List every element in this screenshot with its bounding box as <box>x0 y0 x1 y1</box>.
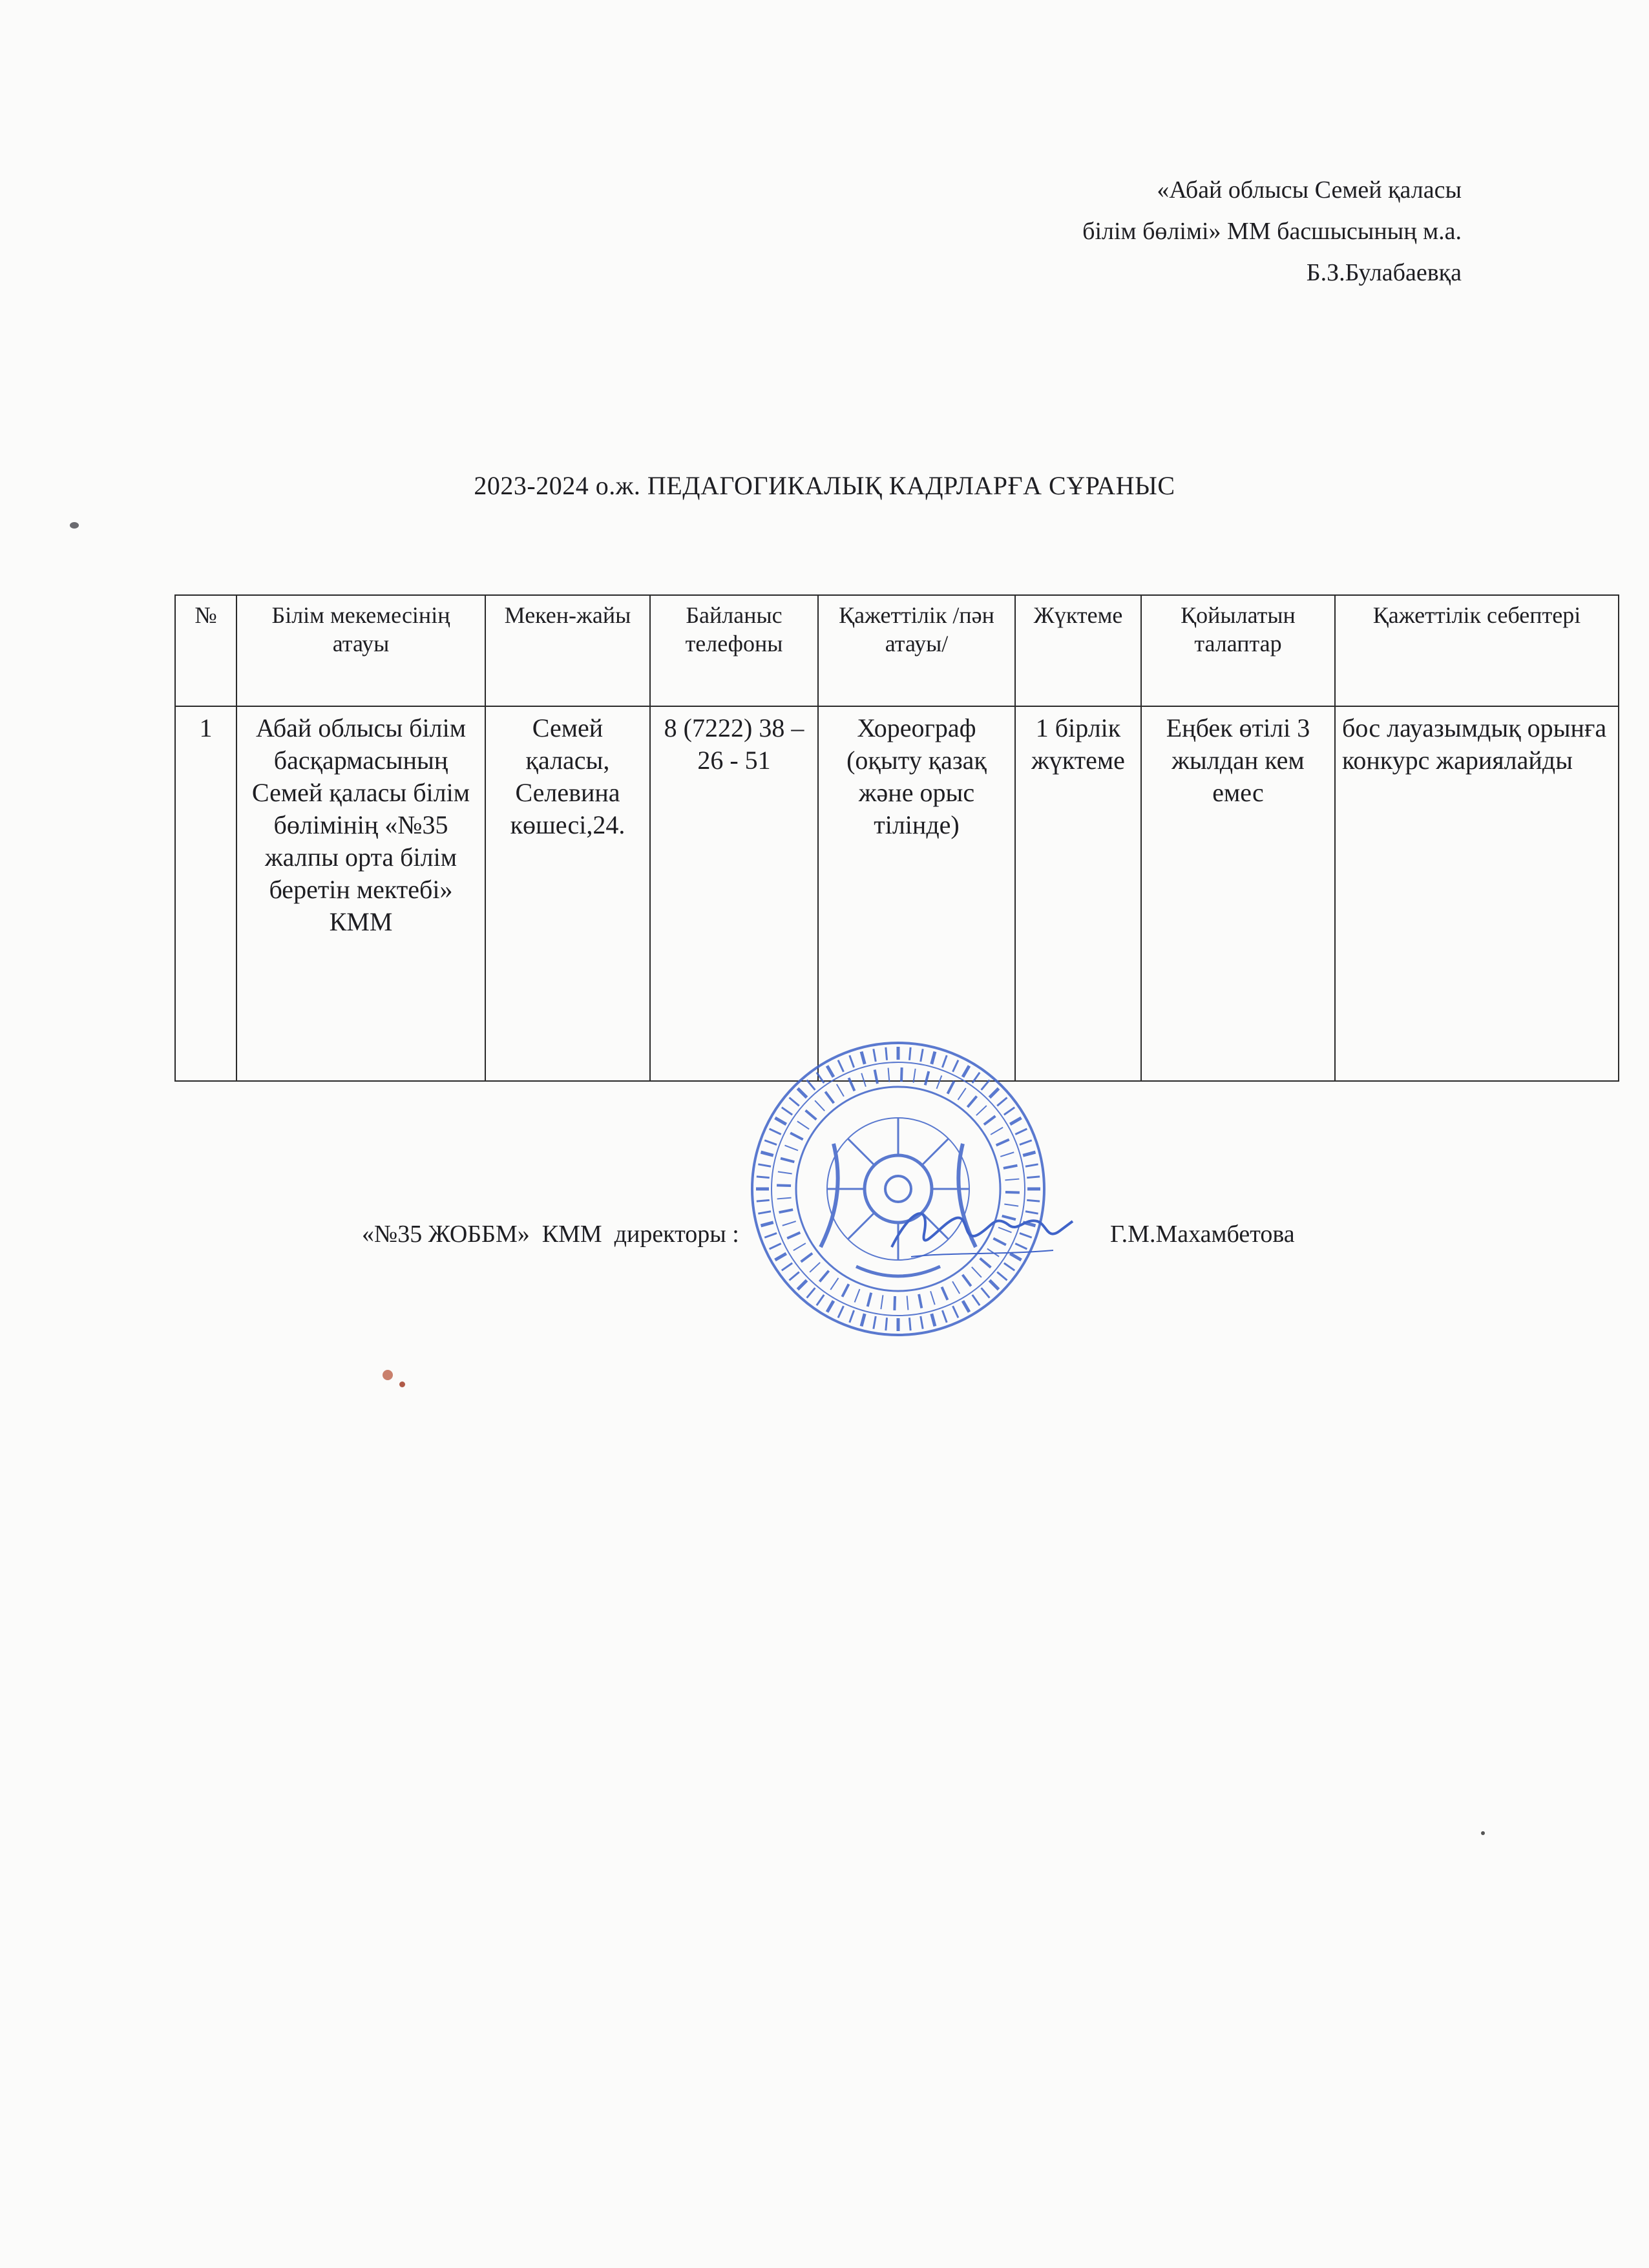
header-phone: Байланыс телефоны <box>650 595 818 706</box>
stamp-letter-mark <box>837 1084 844 1097</box>
stamp-letter-mark <box>953 1306 958 1318</box>
stamp-letter-mark <box>757 1200 770 1201</box>
stamp-letter-mark <box>932 1314 935 1326</box>
document-title: 2023-2024 о.ж. ПЕДАГОГИКАЛЫҚ КАДРЛАРҒА СҰРАНЫС <box>474 471 1175 500</box>
stamp-letter-mark <box>888 1068 890 1082</box>
stamp-letter-mark <box>817 1073 824 1083</box>
stamp-letter-mark <box>757 1177 770 1178</box>
stamp-letter-mark <box>781 1159 794 1162</box>
stamp-letter-mark <box>827 1066 834 1076</box>
stamp-letter-mark <box>1027 1177 1040 1178</box>
header-need: Қажеттілік /пән атауы/ <box>818 595 1015 706</box>
director-signature <box>885 1195 1079 1266</box>
cell-phone: 8 (7222) 38 – 26 - 51 <box>650 706 818 1081</box>
stamp-letter-mark <box>972 1295 980 1305</box>
stamp-letter-mark <box>827 1301 834 1312</box>
scan-speck <box>399 1381 405 1387</box>
stamp-letter-mark <box>787 1233 800 1239</box>
stamp-letter-mark <box>952 1281 960 1294</box>
addressee-line-2: білім бөлімі» ММ басшысының м.а. <box>1082 218 1462 245</box>
stamp-letter-mark <box>1003 1166 1018 1168</box>
table-row <box>175 706 1619 1081</box>
stamp-letter-mark <box>937 1075 942 1089</box>
stamp-letter-mark <box>914 1069 916 1083</box>
stamp-letter-mark <box>801 1254 813 1262</box>
stamp-letter-mark <box>909 1047 910 1060</box>
stamp-letter-mark <box>1023 1152 1035 1155</box>
stamp-letter-mark <box>991 1128 1003 1135</box>
stamp-letter-mark <box>907 1296 909 1310</box>
stamp-letter-mark <box>758 1212 771 1213</box>
stamp-letter-mark <box>782 1263 792 1270</box>
stamp-letter-mark <box>761 1223 773 1226</box>
stamp-letter-mark <box>764 1233 777 1237</box>
stamp-letter-mark <box>806 1110 817 1119</box>
stamp-letter-mark <box>925 1071 929 1085</box>
stamp-letter-mark <box>963 1301 969 1312</box>
stamp-letter-mark <box>1005 1179 1019 1181</box>
stamp-letter-mark <box>849 1078 855 1091</box>
scan-speck <box>383 1370 393 1380</box>
stamp-letter-mark <box>789 1272 799 1281</box>
addressee-line-1: «Абай облысы Семей қаласы <box>1157 176 1462 204</box>
addressee-block <box>1082 169 1462 293</box>
stamp-letter-mark <box>921 1049 923 1062</box>
signature-role <box>362 1220 739 1248</box>
stamp-letter-mark <box>930 1291 935 1305</box>
stamp-letter-mark <box>777 1198 792 1199</box>
stamp-letter-mark <box>982 1288 990 1297</box>
cell-institution: Абай облысы білім басқармасының Семей қаласы білім бөлімінің «№35 жалпы орта білім беретін мектебі» КММ <box>236 706 485 1081</box>
stamp-letter-mark <box>850 1310 854 1323</box>
stamp-letter-mark <box>1025 1164 1038 1166</box>
stamp-letter-mark <box>807 1288 815 1297</box>
cell-load: 1 бірлік жүктеме <box>1015 706 1141 1081</box>
stamp-letter-mark <box>810 1263 820 1272</box>
stamp-letter-mark <box>775 1118 786 1124</box>
stamp-letter-mark <box>958 1088 965 1100</box>
stamp-letter-mark <box>789 1098 799 1106</box>
stamp-letter-mark <box>947 1081 954 1094</box>
stamp-letter-mark <box>784 1146 798 1151</box>
stamp-letter-mark <box>775 1254 786 1260</box>
stamp-letter-mark <box>972 1267 982 1277</box>
stamp-letter-mark <box>797 1280 806 1289</box>
stamp-letter-mark <box>874 1316 876 1329</box>
stamp-letter-mark <box>972 1073 980 1083</box>
stamp-letter-mark <box>953 1060 958 1072</box>
stamp-letter-mark <box>989 1280 998 1289</box>
stamp-letter-mark <box>825 1092 834 1104</box>
stamp-letter-mark <box>850 1055 854 1067</box>
cell-number: 1 <box>175 706 236 1081</box>
scan-speck <box>70 522 79 529</box>
scan-speck <box>1481 1831 1485 1835</box>
stamp-letter-mark <box>815 1100 824 1111</box>
stamp-letter-mark <box>842 1284 848 1297</box>
stamp-letter-mark <box>976 1106 987 1115</box>
stamp-letter-mark <box>790 1133 803 1139</box>
stamp-letter-mark <box>779 1210 793 1212</box>
stamp-letter-mark <box>861 1314 865 1326</box>
stamp-letter-mark <box>861 1073 866 1087</box>
stamp-letter-mark <box>1010 1118 1021 1124</box>
stamp-letter-mark <box>901 1067 902 1082</box>
stamp-letter-mark <box>942 1310 947 1323</box>
stamp-letter-mark <box>855 1289 860 1303</box>
table-header-row <box>175 595 1619 706</box>
official-stamp <box>743 1034 1053 1344</box>
header-requirements: Қойылатын талаптар <box>1141 595 1335 706</box>
cell-address: Семей қаласы, Селевина көшесі,24. <box>485 706 650 1081</box>
stamp-letter-mark <box>838 1306 843 1318</box>
stamp-letter-mark <box>886 1318 887 1330</box>
stamp-letter-mark <box>758 1164 771 1166</box>
stamp-letter-mark <box>797 1088 806 1097</box>
stamp-letter-mark <box>761 1152 773 1155</box>
stamp-letter-mark <box>963 1275 971 1286</box>
stamp-letter-mark <box>793 1243 806 1250</box>
stamp-letter-mark <box>989 1088 998 1097</box>
addressee-line-3: Б.З.Булабаевқа <box>1306 259 1462 286</box>
stamp-letter-mark <box>819 1271 828 1282</box>
header-institution: Білім мекемесінің атауы <box>236 595 485 706</box>
stamp-letter-mark <box>1020 1140 1032 1145</box>
header-load: Жүктеме <box>1015 595 1141 706</box>
stamp-letter-mark <box>932 1051 935 1064</box>
signature-role-text: «№35 ЖОББМ» КММ директоры : <box>362 1221 739 1248</box>
stamp-letter-mark <box>1015 1129 1027 1134</box>
stamp-letter-mark <box>770 1244 781 1249</box>
stamp-letter-mark <box>1004 1108 1014 1115</box>
stamp-letter-mark <box>875 1070 877 1084</box>
header-address: Мекен-жайы <box>485 595 650 706</box>
stamp-letter-mark <box>1000 1152 1014 1157</box>
stamp-letter-mark <box>942 1287 948 1300</box>
header-reason: Қажеттілік себептері <box>1335 595 1619 706</box>
stamp-letter-mark <box>982 1080 990 1089</box>
stamp-letter-mark <box>996 1140 1009 1146</box>
stamp-letter-mark <box>881 1295 883 1309</box>
stamp-letter-mark <box>778 1171 792 1173</box>
stamp-letter-mark <box>921 1316 923 1329</box>
stamp-letter-mark <box>807 1080 815 1089</box>
stamp-letter-mark <box>797 1121 809 1129</box>
stamp-letter-mark <box>1005 1192 1020 1193</box>
stamp-letter-mark <box>782 1221 796 1226</box>
stamp-letter-mark <box>874 1049 876 1062</box>
stamp-letter-mark <box>997 1272 1007 1281</box>
cell-need: Хореограф (оқыту қазақ және орыс тілінде) <box>818 706 1015 1081</box>
stamp-letter-mark <box>782 1108 792 1115</box>
stamp-letter-mark <box>942 1055 947 1067</box>
cell-requirements: Еңбек өтілі 3 жылдан кем емес <box>1141 706 1335 1081</box>
stamp-letter-mark <box>894 1296 895 1310</box>
stamp-letter-mark <box>967 1097 976 1108</box>
stamp-letter-mark <box>919 1294 921 1308</box>
stamp-letter-mark <box>963 1066 969 1076</box>
header-number: № <box>175 595 236 706</box>
stamp-letter-mark <box>868 1293 872 1307</box>
stamp-letter-mark <box>777 1185 791 1186</box>
stamp-letter-mark <box>984 1116 996 1124</box>
stamp-letter-mark <box>830 1278 838 1290</box>
stamp-ring-ticks <box>756 1047 1040 1331</box>
signature-name: Г.М.Махамбетова <box>1110 1221 1295 1248</box>
stamp-letter-mark <box>838 1060 843 1072</box>
stamp-letter-mark <box>909 1318 910 1330</box>
stamp-letter-mark <box>886 1047 887 1060</box>
stamp-letter-mark <box>861 1051 865 1064</box>
stamp-letter-mark <box>817 1295 824 1305</box>
staff-request-table <box>174 594 1619 1082</box>
cell-reason: бос лауазымдық орынға конкурс жариялайды <box>1335 706 1619 1081</box>
stamp-letter-mark <box>764 1140 777 1145</box>
stamp-letter-mark <box>997 1098 1007 1106</box>
stamp-letter-mark <box>770 1129 781 1134</box>
